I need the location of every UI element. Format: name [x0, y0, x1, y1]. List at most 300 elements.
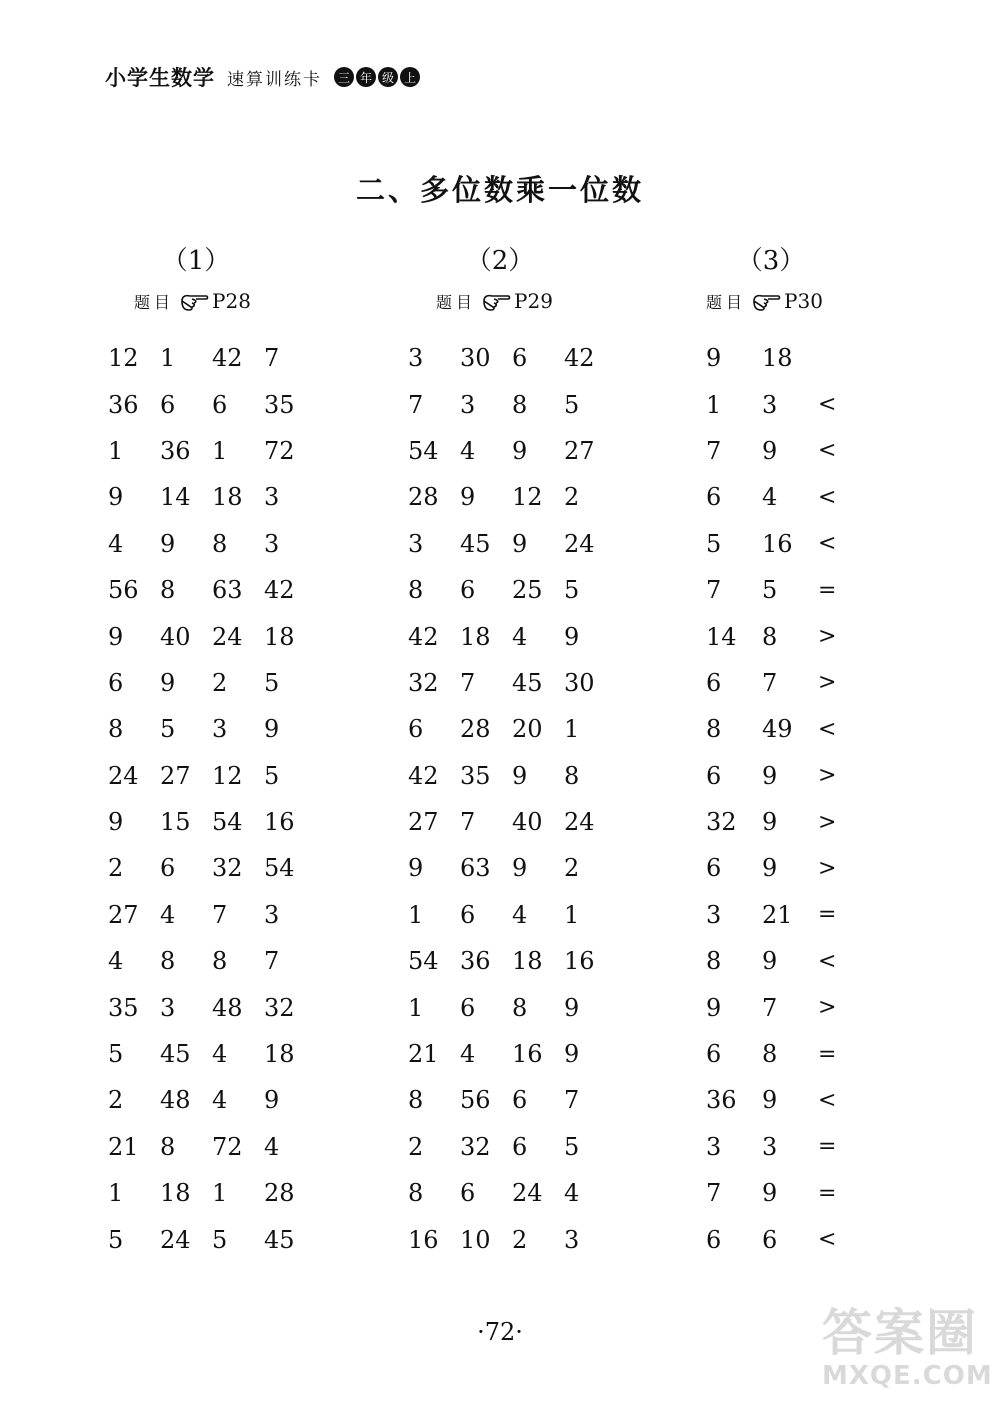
answer-value: 30	[564, 668, 595, 697]
answer-value: 18	[264, 1040, 295, 1069]
answer-value: 3	[460, 390, 476, 419]
answer-row	[706, 335, 874, 381]
answer-value: 9	[706, 344, 722, 373]
answer-row	[706, 613, 874, 659]
answer-value: 24	[564, 529, 595, 558]
answer-value: 72	[264, 436, 295, 465]
answer-row	[408, 521, 616, 567]
answer-row	[408, 428, 616, 474]
answer-value: 6	[460, 576, 476, 605]
answer-rows	[408, 335, 616, 1263]
answer-value: 27	[408, 808, 439, 837]
answer-value: 42	[564, 344, 595, 373]
answer-value: 18	[512, 947, 543, 976]
answer-value: 2	[108, 1086, 124, 1115]
answer-value: 7	[212, 900, 228, 929]
answer-value: 1	[212, 1179, 228, 1208]
comparison-symbol: >	[818, 763, 837, 789]
answer-value: 72	[212, 1132, 243, 1161]
answer-value: 20	[512, 715, 543, 744]
answer-value: 16	[264, 808, 295, 837]
answer-value: 3	[212, 715, 228, 744]
answer-value: 14	[706, 622, 737, 651]
answer-value: 9	[108, 808, 124, 837]
answer-value: 9	[264, 715, 280, 744]
answer-row	[706, 567, 874, 613]
comparison-symbol: <	[818, 531, 837, 557]
answer-value: 18	[160, 1179, 191, 1208]
answer-value: 27	[564, 436, 595, 465]
answer-row	[408, 335, 616, 381]
answer-row	[408, 1031, 616, 1077]
answer-value: 9	[512, 854, 528, 883]
answer-value: 6	[512, 1132, 528, 1161]
answer-row	[706, 1216, 874, 1262]
answer-value: 9	[160, 668, 176, 697]
answer-value: 12	[512, 483, 543, 512]
answer-value: 8	[762, 622, 778, 651]
answer-rows	[706, 335, 874, 1263]
answer-row	[706, 799, 874, 845]
answer-row	[706, 428, 874, 474]
answer-value: 54	[212, 808, 243, 837]
answer-value: 45	[160, 1040, 191, 1069]
watermark-url: MXQE.COM	[822, 1361, 993, 1391]
ref-label: 题目	[436, 292, 477, 312]
answer-value: 1	[408, 900, 424, 929]
column-heading: （1）	[161, 246, 231, 276]
grade-char: 三	[334, 67, 354, 87]
answer-row	[408, 1124, 616, 1170]
answer-row	[108, 335, 316, 381]
pointing-hand-icon	[482, 291, 512, 311]
answer-row	[408, 845, 616, 891]
answer-value: 27	[108, 900, 139, 929]
answer-value: 36	[706, 1086, 737, 1115]
answer-value: 42	[408, 622, 439, 651]
answer-value: 18	[212, 483, 243, 512]
answer-value: 3	[762, 1132, 778, 1161]
answer-value: 3	[564, 1225, 580, 1254]
answer-value: 9	[564, 993, 580, 1022]
answer-value: 6	[108, 668, 124, 697]
page-number: ·72·	[477, 1318, 523, 1346]
answer-value: 42	[264, 576, 295, 605]
answer-value: 9	[512, 529, 528, 558]
answer-value: 24	[160, 1225, 191, 1254]
answer-value: 8	[408, 1086, 424, 1115]
answer-value: 10	[460, 1225, 491, 1254]
answer-value: 12	[108, 344, 139, 373]
answer-row	[108, 706, 316, 752]
answer-value: 2	[564, 483, 580, 512]
book-brand: 小学生数学	[105, 66, 215, 90]
answer-row	[108, 1170, 316, 1216]
answer-value: 36	[160, 436, 191, 465]
answer-row	[706, 1170, 874, 1216]
answer-row	[706, 474, 874, 520]
answer-value: 28	[460, 715, 491, 744]
answer-row	[706, 1031, 874, 1077]
answer-value: 9	[108, 622, 124, 651]
answer-value: 16	[762, 529, 793, 558]
answer-value: 9	[564, 622, 580, 651]
answer-value: 8	[212, 947, 228, 976]
answer-row	[108, 521, 316, 567]
answer-value: 9	[762, 436, 778, 465]
answer-value: 4	[460, 1040, 476, 1069]
answer-value: 4	[762, 483, 778, 512]
answer-row	[408, 1216, 616, 1262]
answer-row	[408, 799, 616, 845]
comparison-symbol: =	[818, 1041, 837, 1067]
answer-value: 18	[460, 622, 491, 651]
answer-value: 4	[160, 900, 176, 929]
answer-row	[108, 892, 316, 938]
comparison-symbol: >	[818, 995, 837, 1021]
answer-value: 40	[160, 622, 191, 651]
answer-row	[108, 428, 316, 474]
answer-row	[108, 984, 316, 1030]
grade-char: 上	[400, 67, 420, 87]
answer-row	[108, 1031, 316, 1077]
answer-row	[706, 753, 874, 799]
answer-row	[108, 660, 316, 706]
answer-row	[108, 799, 316, 845]
grade-badge	[334, 67, 420, 87]
answer-value: 6	[706, 668, 722, 697]
answer-row	[408, 381, 616, 427]
answer-value: 12	[212, 761, 243, 790]
answer-row	[108, 1124, 316, 1170]
comparison-symbol: >	[818, 670, 837, 696]
answer-value: 5	[212, 1225, 228, 1254]
answer-value: 4	[460, 436, 476, 465]
comparison-symbol: =	[818, 902, 837, 928]
answer-value: 5	[264, 668, 280, 697]
answer-value: 8	[512, 993, 528, 1022]
answer-value: 30	[460, 344, 491, 373]
answer-value: 1	[108, 1179, 124, 1208]
answer-value: 32	[212, 854, 243, 883]
page-reference	[134, 289, 251, 313]
answer-value: 36	[460, 947, 491, 976]
answer-row	[408, 613, 616, 659]
answer-value: 9	[108, 483, 124, 512]
answer-value: 3	[264, 483, 280, 512]
comparison-symbol: <	[818, 392, 837, 418]
answer-value: 2	[212, 668, 228, 697]
answer-value: 4	[108, 947, 124, 976]
answer-value: 9	[264, 1086, 280, 1115]
answer-value: 2	[564, 854, 580, 883]
book-header	[105, 62, 420, 92]
answer-value: 5	[762, 576, 778, 605]
answer-value: 3	[160, 993, 176, 1022]
answer-value: 28	[264, 1179, 295, 1208]
answer-value: 9	[762, 761, 778, 790]
answer-value: 32	[706, 808, 737, 837]
answer-value: 3	[706, 900, 722, 929]
answer-value: 9	[564, 1040, 580, 1069]
answer-value: 15	[160, 808, 191, 837]
answer-row	[108, 1216, 316, 1262]
answer-value: 8	[160, 947, 176, 976]
answer-value: 6	[160, 854, 176, 883]
answer-value: 6	[706, 761, 722, 790]
answer-row	[108, 567, 316, 613]
answer-value: 45	[512, 668, 543, 697]
answer-value: 54	[264, 854, 295, 883]
answer-value: 5	[108, 1225, 124, 1254]
answer-value: 8	[160, 1132, 176, 1161]
answer-value: 18	[762, 344, 793, 373]
answer-value: 9	[160, 529, 176, 558]
answer-value: 56	[460, 1086, 491, 1115]
answer-value: 42	[212, 344, 243, 373]
answer-row	[706, 845, 874, 891]
comparison-symbol: <	[818, 948, 837, 974]
answer-row	[706, 1077, 874, 1123]
page-reference	[706, 289, 823, 313]
answer-row	[706, 984, 874, 1030]
answer-value: 56	[108, 576, 139, 605]
answer-row	[108, 753, 316, 799]
answer-value: 6	[512, 1086, 528, 1115]
comparison-symbol: =	[818, 577, 837, 603]
answer-row	[108, 1077, 316, 1123]
ref-label: 题目	[706, 292, 747, 312]
answer-value: 7	[264, 344, 280, 373]
answer-value: 8	[408, 576, 424, 605]
answer-row	[108, 613, 316, 659]
answer-value: 42	[408, 761, 439, 790]
answer-value: 40	[512, 808, 543, 837]
answer-value: 8	[706, 715, 722, 744]
answer-row	[706, 892, 874, 938]
answer-value: 9	[706, 993, 722, 1022]
answer-value: 5	[706, 529, 722, 558]
answer-value: 8	[108, 715, 124, 744]
watermark-logo-text: 答案圈	[822, 1304, 978, 1362]
column-heading: （2）	[465, 246, 535, 276]
answer-value: 8	[408, 1179, 424, 1208]
answer-row	[706, 1124, 874, 1170]
answer-value: 16	[408, 1225, 439, 1254]
answer-value: 28	[408, 483, 439, 512]
answer-value: 9	[762, 1086, 778, 1115]
answer-value: 16	[564, 947, 595, 976]
answer-value: 1	[212, 436, 228, 465]
answer-value: 4	[212, 1086, 228, 1115]
answer-value: 32	[460, 1132, 491, 1161]
answer-value: 2	[108, 854, 124, 883]
answer-value: 6	[512, 344, 528, 373]
comparison-symbol: =	[818, 1180, 837, 1206]
pointing-hand-icon	[180, 291, 210, 311]
comparison-symbol: <	[818, 1087, 837, 1113]
answer-row	[108, 938, 316, 984]
answer-value: 4	[108, 529, 124, 558]
answer-value: 48	[212, 993, 243, 1022]
answer-row	[108, 474, 316, 520]
answer-value: 48	[160, 1086, 191, 1115]
answer-value: 24	[212, 622, 243, 651]
answer-value: 3	[264, 900, 280, 929]
answer-value: 24	[564, 808, 595, 837]
answer-value: 3	[762, 390, 778, 419]
answer-value: 8	[706, 947, 722, 976]
answer-value: 4	[212, 1040, 228, 1069]
answer-value: 9	[512, 436, 528, 465]
answer-value: 4	[512, 900, 528, 929]
answer-row	[408, 1170, 616, 1216]
answer-value: 18	[264, 622, 295, 651]
answer-value: 32	[264, 993, 295, 1022]
answer-value: 5	[108, 1040, 124, 1069]
answer-value: 36	[108, 390, 139, 419]
answer-row	[706, 521, 874, 567]
answer-value: 63	[460, 854, 491, 883]
answer-value: 5	[264, 761, 280, 790]
answer-value: 6	[460, 1179, 476, 1208]
answer-row	[108, 381, 316, 427]
answer-value: 49	[762, 715, 793, 744]
answer-value: 5	[564, 576, 580, 605]
answer-value: 3	[408, 344, 424, 373]
answer-value: 4	[264, 1132, 280, 1161]
answer-value: 1	[564, 715, 580, 744]
comparison-symbol: >	[818, 855, 837, 881]
answer-row	[408, 660, 616, 706]
comparison-symbol: >	[818, 809, 837, 835]
answer-value: 9	[460, 483, 476, 512]
answer-value: 3	[706, 1132, 722, 1161]
answer-value: 9	[762, 1179, 778, 1208]
answer-row	[108, 845, 316, 891]
answer-value: 54	[408, 947, 439, 976]
ref-page: P28	[212, 289, 251, 313]
answer-value: 4	[564, 1179, 580, 1208]
answer-value: 14	[160, 483, 191, 512]
answer-value: 7	[706, 1179, 722, 1208]
answer-value: 7	[706, 576, 722, 605]
answer-row	[706, 938, 874, 984]
answer-value: 9	[512, 761, 528, 790]
answer-value: 9	[762, 854, 778, 883]
answer-value: 6	[408, 715, 424, 744]
answer-value: 7	[264, 947, 280, 976]
answer-row	[408, 567, 616, 613]
answer-row	[706, 660, 874, 706]
answer-value: 24	[512, 1179, 543, 1208]
answer-value: 27	[160, 761, 191, 790]
answer-value: 6	[762, 1225, 778, 1254]
answer-row	[408, 984, 616, 1030]
ref-page: P29	[514, 289, 553, 313]
answer-value: 1	[408, 993, 424, 1022]
comparison-symbol: <	[818, 484, 837, 510]
answer-row	[408, 1077, 616, 1123]
answer-value: 21	[762, 900, 793, 929]
answer-value: 7	[762, 993, 778, 1022]
answer-value: 7	[460, 668, 476, 697]
answer-value: 21	[108, 1132, 139, 1161]
answer-value: 6	[460, 900, 476, 929]
answer-value: 6	[706, 1040, 722, 1069]
answer-value: 9	[762, 947, 778, 976]
answer-value: 32	[408, 668, 439, 697]
page-reference	[436, 289, 553, 313]
comparison-symbol: <	[818, 1227, 837, 1253]
answer-value: 7	[564, 1086, 580, 1115]
comparison-symbol: <	[818, 438, 837, 464]
answer-rows	[108, 335, 316, 1263]
answer-value: 4	[512, 622, 528, 651]
answer-value: 35	[108, 993, 139, 1022]
answer-value: 16	[512, 1040, 543, 1069]
answer-row	[408, 706, 616, 752]
answer-value: 7	[706, 436, 722, 465]
answer-value: 1	[108, 436, 124, 465]
ref-label: 题目	[134, 292, 175, 312]
answer-value: 3	[264, 529, 280, 558]
grade-char: 年	[356, 67, 376, 87]
answer-value: 9	[762, 808, 778, 837]
answer-value: 5	[564, 390, 580, 419]
answer-value: 7	[762, 668, 778, 697]
answer-row	[408, 753, 616, 799]
answer-value: 8	[762, 1040, 778, 1069]
answer-value: 35	[264, 390, 295, 419]
watermark-logo	[822, 1305, 994, 1393]
grade-char: 级	[378, 67, 398, 87]
comparison-symbol: <	[818, 716, 837, 742]
answer-value: 6	[212, 390, 228, 419]
answer-value: 6	[706, 854, 722, 883]
answer-value: 8	[212, 529, 228, 558]
answer-value: 25	[512, 576, 543, 605]
answer-value: 3	[408, 529, 424, 558]
answer-value: 5	[564, 1132, 580, 1161]
answer-value: 6	[460, 993, 476, 1022]
answer-value: 5	[160, 715, 176, 744]
answer-value: 7	[408, 390, 424, 419]
ref-page: P30	[784, 289, 823, 313]
answer-value: 8	[160, 576, 176, 605]
answer-value: 6	[160, 390, 176, 419]
comparison-symbol: >	[818, 624, 837, 650]
answer-value: 45	[264, 1225, 295, 1254]
answer-value: 21	[408, 1040, 439, 1069]
answer-value: 45	[460, 529, 491, 558]
answer-value: 1	[160, 344, 176, 373]
answer-row	[408, 474, 616, 520]
answer-value: 2	[512, 1225, 528, 1254]
answer-value: 24	[108, 761, 139, 790]
answer-value: 7	[460, 808, 476, 837]
answer-row	[706, 381, 874, 427]
comparison-symbol: =	[818, 1134, 837, 1160]
book-subtitle: 速算训练卡	[227, 70, 322, 90]
answer-value: 8	[512, 390, 528, 419]
answer-value: 1	[564, 900, 580, 929]
answer-row	[706, 706, 874, 752]
answer-value: 1	[706, 390, 722, 419]
answer-value: 6	[706, 1225, 722, 1254]
answer-value: 35	[460, 761, 491, 790]
pointing-hand-icon	[752, 291, 782, 311]
